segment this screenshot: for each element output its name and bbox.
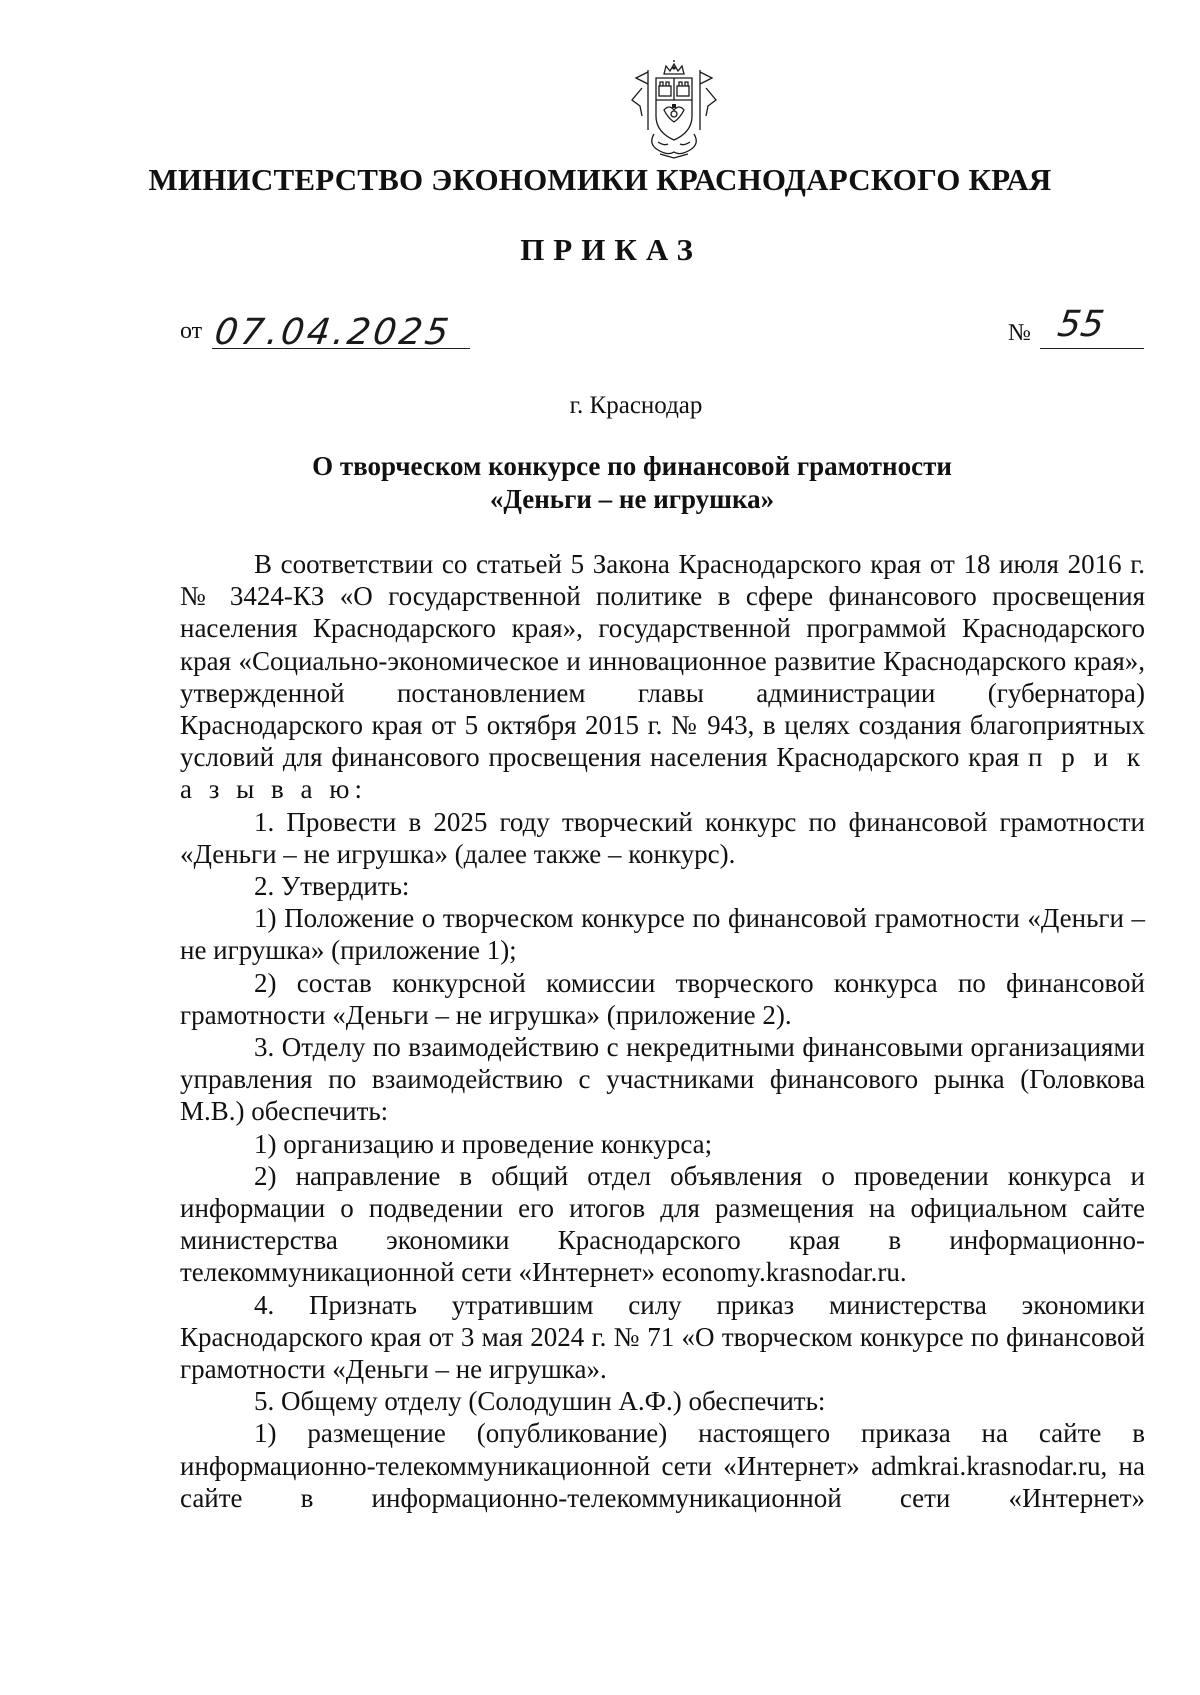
list-item: 1) организацию и проведение конкурса; xyxy=(254,1128,713,1159)
document-title-line2: «Деньги – не игрушка» xyxy=(489,484,775,514)
number-prefix: № xyxy=(1008,320,1031,346)
preamble-text: В соответствии со статьей 5 Закона Краснодарского края от 18 июля 2016 г. № 3424-КЗ «О государственной политике в сфере финансового просвещения населения Краснодарского края», государственной программой Краснодарского края «Социально-экономическое и инновационное развитие Краснодарского края», утвержденной постановлением главы администрации (губернатора) Краснодарского края от 5 октября 2015 г. № 943, в целях создания благоприятных условий для финансового просвещения населения Краснодарского края xyxy=(180,549,1145,773)
list-item: 1) Положение о творческом конкурсе по финансовой грамотности «Деньги – не игрушка» (приложение 1); xyxy=(180,903,1145,966)
document-title xyxy=(0,450,1200,516)
list-item: 5. Общему отделу (Солодушин А.Ф.) обеспечить: xyxy=(254,1386,826,1417)
ministry-name: МИНИСТЕРСТВО ЭКОНОМИКИ КРАСНОДАРСКОГО КРАЯ xyxy=(148,162,1052,197)
document-body xyxy=(180,548,1145,1514)
number-underline xyxy=(1040,348,1144,349)
date-handwritten: 07.04.2025 xyxy=(212,312,455,353)
order-word: п р и к а з ы в а ю: xyxy=(180,742,1145,805)
city: г. Краснодар xyxy=(569,392,703,419)
list-item: 2) направление в общий отдел объявления о проведении конкурса и информации о подведении его итогов для размещения на официальном сайте министерства экономики Краснодарского края в информационно-телекоммуникационной сети «Интернет» economy.krasnodar.ru. xyxy=(180,1160,1145,1288)
list-item: 1. Провести в 2025 году творческий конкурс по финансовой грамотности «Деньги – не игрушка» (далее также – конкурс). xyxy=(180,806,1145,869)
number-handwritten: 55 xyxy=(1055,304,1107,345)
list-item: 4. Признать утратившим силу приказ министерства экономики Краснодарского края от 3 мая 2024 г. № 71 «О творческом конкурсе по финансовой грамотности «Деньги – не игрушка». xyxy=(180,1289,1145,1385)
preamble-paragraph xyxy=(180,548,1145,806)
list-item: 2. Утвердить: xyxy=(254,871,410,902)
date-prefix: от xyxy=(180,318,203,344)
document-title-line1: О творческом конкурсе по финансовой грамотности xyxy=(312,451,952,481)
list-item: 1) размещение (опубликование) настоящего приказа на сайте в информационно-телекоммуникационной сети «Интернет» admkrai.krasnodar.ru, на сайте в информационно-телекоммуникационной сети «Интернет» xyxy=(180,1418,1145,1513)
coat-of-arms-icon xyxy=(628,60,720,160)
document-type: ПРИКАЗ xyxy=(520,232,702,267)
list-item: 2) состав конкурсной комиссии творческого конкурса по финансовой грамотности «Деньги – не игрушка» (приложение 2). xyxy=(180,967,1145,1030)
list-item: 3. Отделу по взаимодействию с некредитными финансовыми организациями управления по взаимодействию с участниками финансового рынка (Головкова М.В.) обеспечить: xyxy=(180,1032,1145,1127)
